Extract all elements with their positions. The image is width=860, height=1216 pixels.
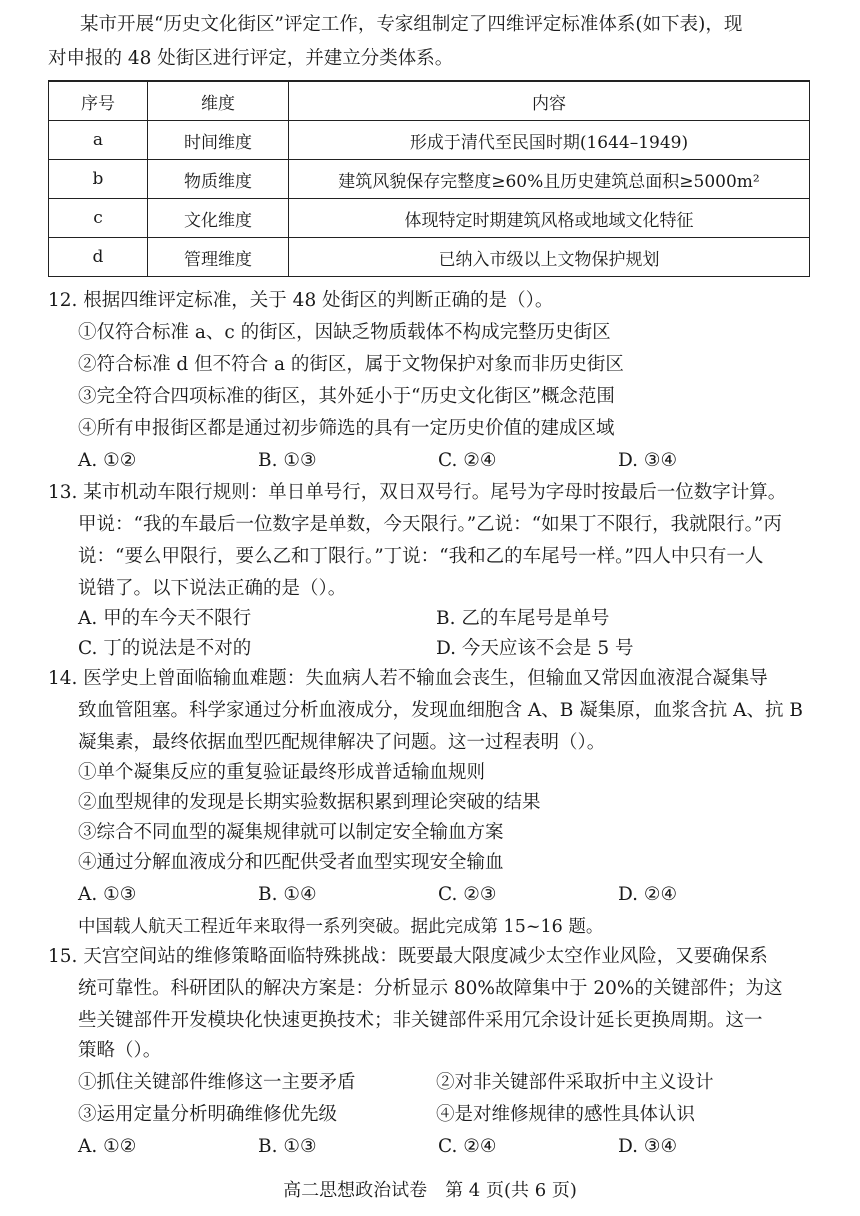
q14-statement-2: ②血型规律的发现是长期实验数据积累到理论突破的结果 — [78, 792, 541, 813]
q12-option-d[interactable]: D. ③④ — [618, 450, 678, 471]
q14-statement-3: ③综合不同血型的凝集规律就可以制定安全输血方案 — [78, 822, 504, 843]
q12-options — [48, 446, 812, 476]
q14-statement-1: ①单个凝集反应的重复验证最终形成普适输血规则 — [78, 762, 486, 783]
q14-options — [48, 880, 812, 910]
q15-statement-1: ①抓住关键部件维修这一主要矛盾 — [78, 1072, 356, 1093]
q15-option-c[interactable]: C. ②④ — [438, 1136, 497, 1157]
table-cell: 建筑风貌保存完整度≥60%且历史建筑总面积≥5000m² — [289, 160, 810, 199]
q15-statements-row-1 — [48, 1068, 812, 1098]
table-cell: 文化维度 — [148, 199, 289, 238]
page-footer: 高二思想政治试卷 第 4 页(共 6 页) — [283, 1180, 577, 1201]
q15-statement-4: ④是对维修规律的感性具体认识 — [436, 1104, 696, 1125]
q15-line-4: 策略（）。 — [78, 1040, 162, 1061]
q13-line-4: 说错了。以下说法正确的是（）。 — [78, 578, 347, 599]
q15-option-b[interactable]: B. ①③ — [258, 1136, 317, 1157]
table-header-cell: 维度 — [148, 81, 289, 121]
standards-table — [48, 80, 810, 277]
q13-options-row-1 — [48, 604, 812, 634]
q12-option-a[interactable]: A. ①② — [78, 450, 137, 471]
q15-statement-2: ②对非关键部件采取折中主义设计 — [436, 1072, 714, 1093]
q15-line-1: 15. 天宫空间站的维修策略面临特殊挑战：既要最大限度减少太空作业风险，又要确保系 — [48, 946, 768, 967]
q12-option-c[interactable]: C. ②④ — [438, 450, 497, 471]
q15-statement-3: ③运用定量分析明确维修优先级 — [78, 1104, 338, 1125]
table-cell: 形成于清代至民国时期(1644–1949) — [289, 121, 810, 160]
q14-line-3: 凝集素，最终依据血型匹配规律解决了问题。这一过程表明（）。 — [78, 732, 606, 753]
q15-line-2: 统可靠性。科研团队的解决方案是：分析显示 80%故障集中于 20%的关键部件；为这 — [78, 978, 783, 999]
q12-statement-2: ②符合标准 d 但不符合 a 的街区，属于文物保护对象而非历史街区 — [78, 354, 624, 375]
q12-statement-4: ④所有申报街区都是通过初步筛选的具有一定历史价值的建成区域 — [78, 418, 615, 439]
q13-line-3: 说：“要么甲限行，要么乙和丁限行。”丁说：“我和乙的车尾号一样。”四人中只有一人 — [78, 546, 764, 567]
q14-line-1: 14. 医学史上曾面临输血难题：失血病人若不输血会丧生，但输血又常因血液混合凝集导 — [48, 668, 768, 689]
table-row — [49, 238, 810, 277]
q13-option-b[interactable]: B. 乙的车尾号是单号 — [436, 608, 610, 629]
q13-option-c[interactable]: C. 丁的说法是不对的 — [78, 638, 252, 659]
q13-line-2: 甲说：“我的车最后一位数字是单数，今天限行。”乙说：“如果丁不限行，我就限行。”丙 — [78, 514, 782, 535]
table-cell: 已纳入市级以上文物保护规划 — [289, 238, 810, 277]
q15-16-material: 中国载人航天工程近年来取得一系列突破。据此完成第 15~16 题。 — [78, 917, 604, 937]
table-cell: 时间维度 — [148, 121, 289, 160]
q14-option-a[interactable]: A. ①③ — [78, 884, 137, 905]
table-cell: 体现特定时期建筑风格或地域文化特征 — [289, 199, 810, 238]
table-header-cell: 内容 — [289, 81, 810, 121]
q13-line-1: 13. 某市机动车限行规则：单日单号行，双日双号行。尾号为字母时按最后一位数字计算。 — [48, 482, 787, 503]
q13-options-row-2 — [48, 634, 812, 664]
q12-statement-3: ③完全符合四项标准的街区，其外延小于“历史文化街区”概念范围 — [78, 386, 615, 407]
table-cell: a — [49, 121, 148, 160]
q15-line-3: 些关键部件开发模块化快速更换技术；非关键部件采用冗余设计延长更换周期。这一 — [78, 1010, 763, 1031]
table-cell: d — [49, 238, 148, 277]
q12-statement-1: ①仅符合标准 a、c 的街区，因缺乏物质载体不构成完整历史街区 — [78, 322, 611, 343]
table-cell: 管理维度 — [148, 238, 289, 277]
table-cell: b — [49, 160, 148, 199]
q15-options — [48, 1132, 812, 1162]
q12-stem: 12. 根据四维评定标准，关于 48 处街区的判断正确的是（）。 — [48, 290, 554, 311]
q15-option-d[interactable]: D. ③④ — [618, 1136, 678, 1157]
q14-statement-4: ④通过分解血液成分和匹配供受者血型实现安全输血 — [78, 852, 504, 873]
q13-option-a[interactable]: A. 甲的车今天不限行 — [78, 608, 252, 629]
q14-option-d[interactable]: D. ②④ — [618, 884, 678, 905]
q12-option-b[interactable]: B. ①③ — [258, 450, 317, 471]
q13-option-d[interactable]: D. 今天应该不会是 5 号 — [436, 638, 634, 659]
table-row — [49, 199, 810, 238]
table-row — [49, 121, 810, 160]
q15-statements-row-2 — [48, 1100, 812, 1130]
table-header-cell: 序号 — [49, 81, 148, 121]
table-row — [49, 160, 810, 199]
q15-option-a[interactable]: A. ①② — [78, 1136, 137, 1157]
intro-line-1: 某市开展“历史文化街区”评定工作，专家组制定了四维评定标准体系(如下表)，现 — [80, 14, 743, 35]
q14-line-2: 致血管阻塞。科学家通过分析血液成分，发现血细胞含 A、B 凝集原，血浆含抗 A、抗 B — [78, 700, 803, 721]
q14-option-c[interactable]: C. ②③ — [438, 884, 497, 905]
table-cell: 物质维度 — [148, 160, 289, 199]
table-cell: c — [49, 199, 148, 238]
intro-line-2: 对申报的 48 处街区进行评定，并建立分类体系。 — [48, 48, 454, 69]
table-header-row — [49, 81, 810, 121]
q14-option-b[interactable]: B. ①④ — [258, 884, 317, 905]
